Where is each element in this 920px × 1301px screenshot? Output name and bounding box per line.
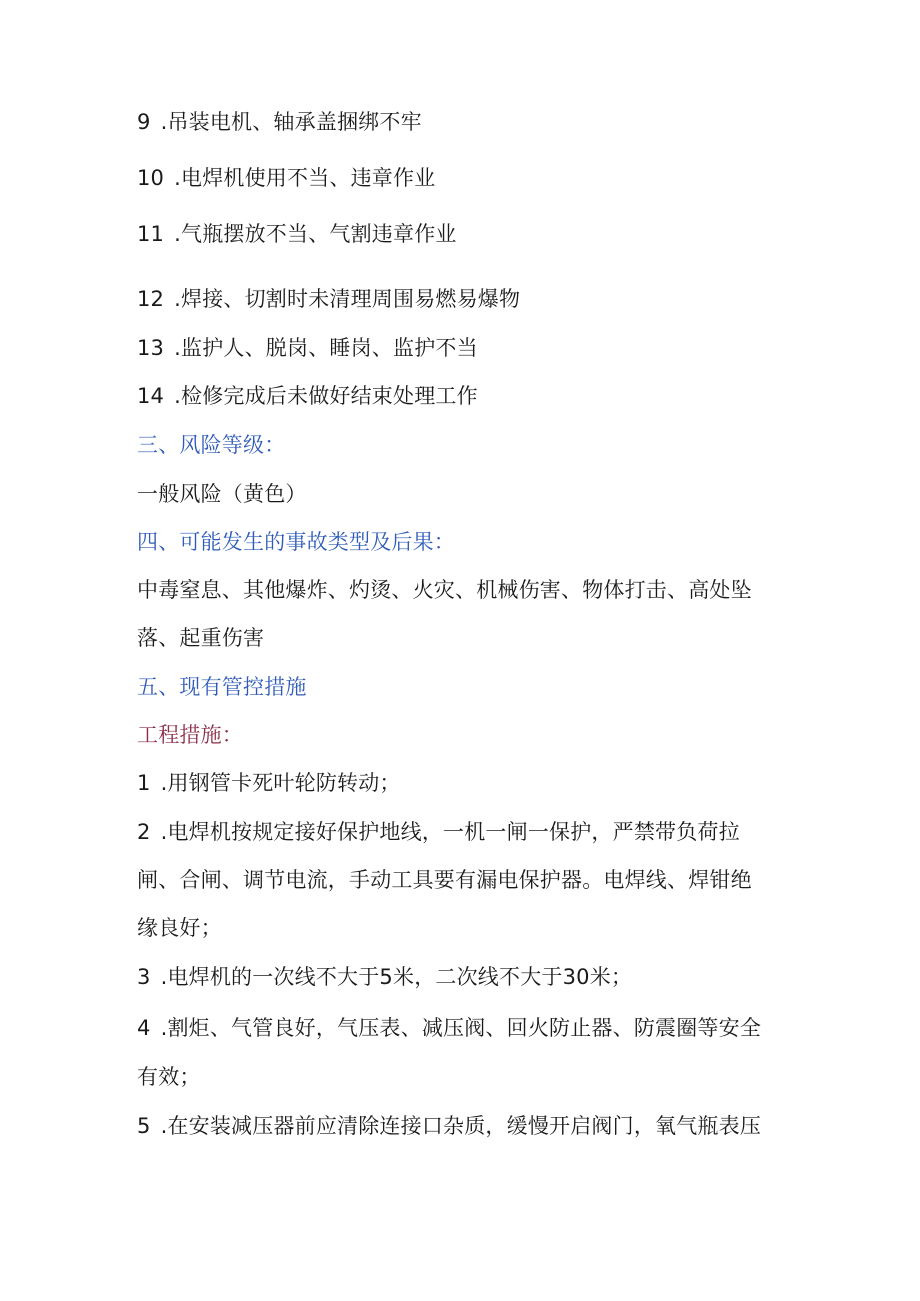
- measure-item-1: [137, 769, 401, 797]
- controls-heading: 五、现有管控措施: [137, 675, 307, 699]
- item-number: 2: [137, 820, 151, 844]
- item-text: .电焊机使用不当、违章作业: [174, 166, 436, 190]
- risk-level-value: 一般风险（黄色）: [137, 482, 307, 506]
- measure-item-4: [137, 1014, 761, 1042]
- risk-item-11: [137, 220, 457, 248]
- item-text: .检修完成后未做好结束处理工作: [174, 384, 478, 408]
- item-number: 3: [137, 965, 151, 989]
- measure-item-3: [137, 963, 632, 991]
- risk-item-10: [137, 164, 435, 192]
- risk-item-9: [137, 108, 422, 136]
- item-number: 9: [137, 110, 151, 134]
- risk-item-13: [137, 334, 478, 362]
- item-number: 10: [137, 166, 165, 190]
- risk-item-12: [137, 285, 520, 313]
- measure-item-4-cont-1: 有效；: [137, 1065, 201, 1089]
- item-number: 1: [137, 771, 151, 795]
- risk-level-heading: 三、风险等级：: [137, 433, 286, 457]
- item-number: 14: [137, 384, 165, 408]
- item-text: .吊装电机、轴承盖捆绑不牢: [160, 110, 422, 134]
- item-number: 13: [137, 336, 165, 360]
- risk-item-14: [137, 382, 478, 410]
- item-text: .用钢管卡死叶轮防转动；: [160, 771, 401, 795]
- engineering-measures-heading: 工程措施：: [137, 723, 243, 747]
- measure-item-2-cont-2: 缘良好；: [137, 916, 222, 940]
- measure-item-2-cont-1: 闸、合闸、调节电流，手动工具要有漏电保护器。电焊线、焊钳绝: [137, 868, 752, 892]
- measure-item-5: [137, 1112, 761, 1140]
- measure-item-2: [137, 818, 740, 846]
- accidents-heading: 四、可能发生的事故类型及后果：: [137, 530, 455, 554]
- item-text: .在安装减压器前应清除连接口杂质，缓慢开启阀门，氧气瓶表压: [160, 1114, 762, 1138]
- item-text: .电焊机的一次线不大于5米，二次线不大于30米；: [160, 965, 633, 989]
- accidents-line-1: 中毒窒息、其他爆炸、灼烫、火灾、机械伤害、物体打击、高处坠: [137, 578, 752, 602]
- item-number: 4: [137, 1016, 151, 1040]
- item-text: .割炬、气管良好，气压表、减压阀、回火防止器、防震圈等安全: [160, 1016, 762, 1040]
- item-text: .电焊机按规定接好保护地线，一机一闸一保护，严禁带负荷拉: [160, 820, 740, 844]
- item-number: 11: [137, 222, 165, 246]
- item-number: 5: [137, 1114, 151, 1138]
- item-text: .焊接、切割时未清理周围易燃易爆物: [174, 287, 521, 311]
- accidents-line-2: 落、起重伤害: [137, 626, 265, 650]
- item-text: .监护人、脱岗、睡岗、监护不当: [174, 336, 478, 360]
- item-number: 12: [137, 287, 165, 311]
- item-text: .气瓶摆放不当、气割违章作业: [174, 222, 457, 246]
